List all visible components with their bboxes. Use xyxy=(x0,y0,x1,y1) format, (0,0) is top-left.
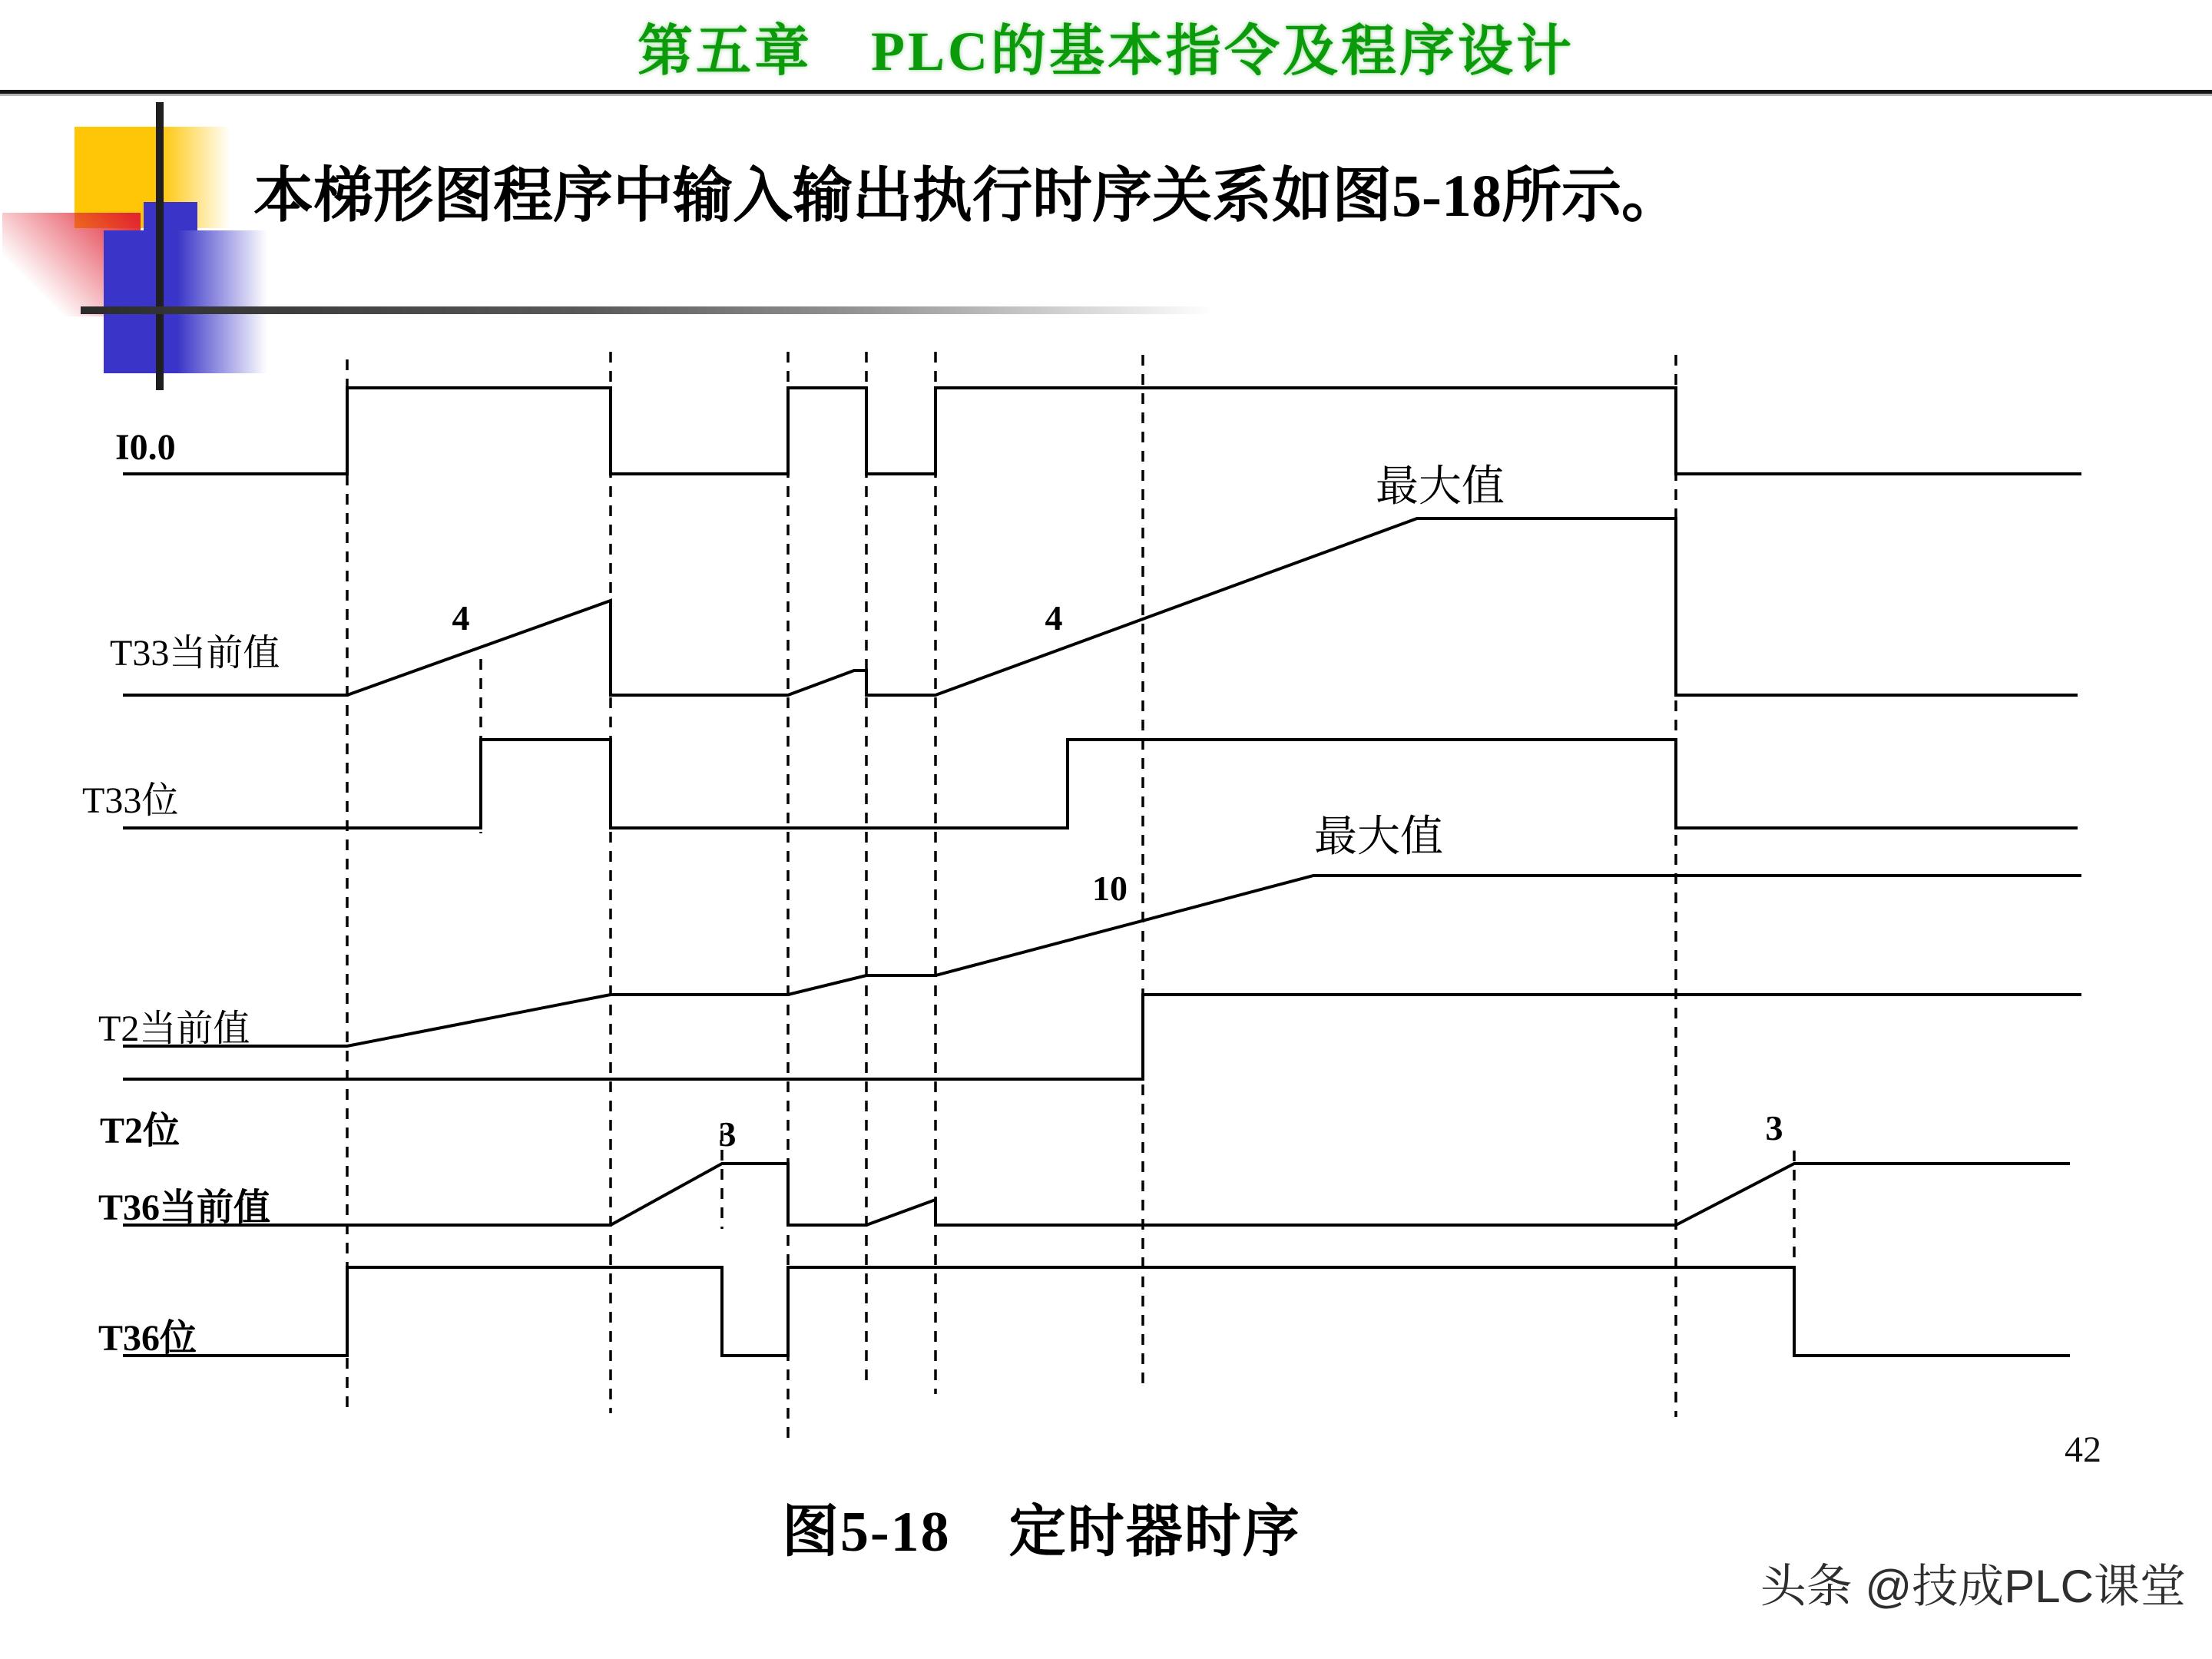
waveform-t2-bit xyxy=(123,995,2081,1079)
annotation-4: 4 xyxy=(452,598,470,637)
waveform-t36-value xyxy=(123,1164,2070,1225)
waveform-i0-0 xyxy=(123,388,2081,474)
signal-label-i0-0: I0.0 xyxy=(115,427,176,468)
annotation-最大值: 最大值 xyxy=(1376,463,1505,511)
annotation-最大值: 最大值 xyxy=(1314,813,1443,861)
signal-label-t33-bit: T33位 xyxy=(82,780,179,821)
annotation-4: 4 xyxy=(1045,598,1063,637)
annotation-10: 10 xyxy=(1092,869,1128,908)
waveform-t33-value xyxy=(123,518,2078,695)
slide-title: 本梯形图程序中输入输出执行时序关系如图5-18所示。 xyxy=(253,162,1681,229)
signal-label-t36-value: T36当前值 xyxy=(98,1187,271,1228)
signal-label-t36-bit: T36位 xyxy=(98,1318,197,1359)
signal-label-t2-bit: T2位 xyxy=(100,1111,180,1151)
annotation-3: 3 xyxy=(718,1114,737,1154)
waveform-t33-bit xyxy=(123,740,2078,828)
chapter-header-title: 第五章 PLC的基本指令及程序设计 xyxy=(637,21,1575,82)
waveform-t36-bit xyxy=(123,1267,2070,1356)
figure-caption: 图5-18 定时器时序 xyxy=(782,1501,1301,1564)
watermark-text: 头条 @技成PLC课堂 xyxy=(1760,1561,2186,1612)
page-number: 42 xyxy=(2065,1429,2101,1470)
signal-label-t2-value: T2当前值 xyxy=(98,1008,250,1049)
signal-label-t33-value: T33当前值 xyxy=(110,633,280,674)
annotation-3: 3 xyxy=(1765,1108,1783,1147)
